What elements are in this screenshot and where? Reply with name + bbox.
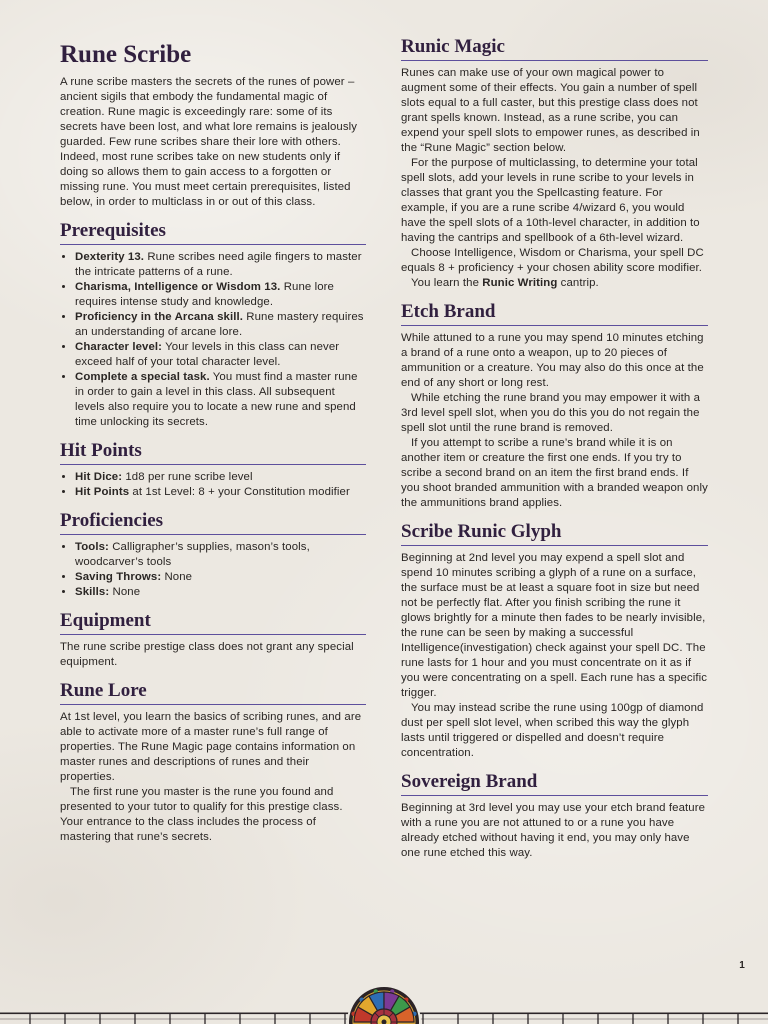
proficiencies-heading: Proficiencies bbox=[60, 510, 366, 535]
item-term: Proficiency in the Arcana skill. bbox=[75, 311, 244, 323]
item-term: Tools: bbox=[75, 541, 109, 553]
prerequisites-list bbox=[60, 250, 366, 430]
hit-points-heading: Hit Points bbox=[60, 440, 366, 465]
rune-lore-heading: Rune Lore bbox=[60, 680, 366, 705]
item-term: Skills: bbox=[75, 586, 110, 598]
item-term: Saving Throws: bbox=[75, 571, 162, 583]
body-paragraph: While attuned to a rune you may spend 10 minutes etching a brand of a rune onto a weapon, up to 20 pieces of ammunition or a creature. You may also do this once at the end of any short or long rest. bbox=[401, 332, 704, 389]
list-item bbox=[75, 570, 366, 585]
section-scribe-runic-glyph bbox=[401, 521, 708, 761]
body-paragraph: The rune scribe prestige class does not grant any special equipment. bbox=[60, 641, 354, 668]
list-item bbox=[75, 250, 366, 280]
section-equipment bbox=[60, 610, 366, 670]
item-text: You must find a master rune in order to gain a level in this class. All subsequent levels also require you to locate a new rune and spend time unlocking its secrets. bbox=[75, 371, 358, 428]
item-term: Charisma, Intelligence or Wisdom 13. bbox=[75, 281, 281, 293]
list-item bbox=[75, 310, 366, 340]
item-term: Character level: bbox=[75, 341, 163, 353]
section-proficiencies bbox=[60, 510, 366, 600]
cantrip-name: Runic Writing bbox=[482, 277, 558, 289]
body-paragraph: At 1st level, you learn the basics of scribing runes, and are able to activate more of a master rune’s full range of properties. The Rune Magic page contains information on master runes and descriptions of runes and their properties. bbox=[60, 711, 362, 783]
cantrip-paragraph bbox=[401, 276, 708, 291]
list-item bbox=[75, 485, 366, 500]
etch-brand-heading: Etch Brand bbox=[401, 301, 708, 326]
body-paragraph: Choose Intelligence, Wisdom or Charisma, your spell DC equals 8 + proficiency + your chosen ability score modifier. bbox=[401, 247, 704, 274]
right-column bbox=[401, 36, 708, 861]
list-item bbox=[75, 470, 366, 485]
body-paragraph: Beginning at 3rd level you may use your etch brand feature with a rune you are not attuned to or a rune you have already etched without having it end, you may only have one rune etched this way. bbox=[401, 802, 706, 859]
item-text: None bbox=[164, 571, 193, 583]
body-paragraph: For the purpose of multiclassing, to determine your total spell slots, add your levels in rune scribe to your levels in classes that grant you the Spellcasting feature. For example, if you are a rune scribe 4/wizard 6, you would have the spell slots of a 10th-level character, in addition to having the cantrips and spellbook of a 6th-level wizard. bbox=[401, 157, 700, 244]
item-term: Dexterity 13. bbox=[75, 251, 145, 263]
item-term: Hit Points bbox=[75, 486, 130, 498]
item-term: Hit Dice: bbox=[75, 471, 123, 483]
footer-border bbox=[0, 980, 768, 1024]
list-item bbox=[75, 340, 366, 370]
item-text: Rune lore requires intense study and knowledge. bbox=[75, 281, 334, 308]
scribe-runic-glyph-heading: Scribe Runic Glyph bbox=[401, 521, 708, 546]
section-prerequisites bbox=[60, 220, 366, 430]
list-item bbox=[75, 540, 366, 570]
list-item bbox=[75, 280, 366, 310]
proficiencies-list bbox=[60, 540, 366, 600]
item-text: None bbox=[112, 586, 141, 598]
body-paragraph: Beginning at 2nd level you may expend a spell slot and spend 10 minutes scribing a glyph of a rune on a surface, the surface must be at least a square foot in size but need not be perfectly flat. After you finish scribing the rune it glows brightly for a minute then fades to be nearly invisible, the rune can be seen by making a successful Intelligence(investigation) check against your spell DC. The rune lasts for 1 hour and you must concentrate on it as if you were concentrating on a spell. Each rune has a specific trigger. bbox=[401, 552, 708, 699]
body-paragraph: Runes can make use of your own magical power to augment some of their effects. You gain a number of spell slots equal to a full caster, but this prestige class does not grant spells known. Instead, as a rune scribe, you can expend your spell slots to empower runes, as described in the “Rune Magic” section below. bbox=[401, 67, 700, 154]
sovereign-brand-heading: Sovereign Brand bbox=[401, 771, 708, 796]
intro-paragraph: A rune scribe masters the secrets of the runes of power – ancient sigils that embody the fundamental magic of creation. Rune magic is exceedingly rare: some of its secrets have been lost, and what lore remains is jealously guarded. Few rune scribes share their lore with others. Indeed, most rune scribes take on new students only if doing so allows them to gain access to a forgotten or missing rune. You must meet certain prerequisites, listed below, in order to multiclass in or out of this class. bbox=[60, 76, 358, 208]
section-sovereign-brand bbox=[401, 771, 708, 861]
item-text: Your levels in this class can never exceed half of your total character level. bbox=[75, 341, 340, 368]
item-text: Calligrapher’s supplies, mason’s tools, woodcarver’s tools bbox=[75, 541, 310, 568]
section-rune-lore bbox=[60, 680, 366, 845]
cantrip-text-after: cantrip. bbox=[560, 277, 599, 289]
item-text: Rune mastery requires an understanding of arcane lore. bbox=[75, 311, 364, 338]
body-paragraph: While etching the rune brand you may empower it with a 3rd level spell slot, when you do this you do not regain the spell slot until the rune brand is removed. bbox=[401, 392, 701, 434]
item-term: Complete a special task. bbox=[75, 371, 210, 383]
prerequisites-heading: Prerequisites bbox=[60, 220, 366, 245]
list-item bbox=[75, 585, 366, 600]
section-hit-points bbox=[60, 440, 366, 500]
body-paragraph: The first rune you master is the rune you found and presented to your tutor to qualify for this prestige class. Your entrance to the class includes the process of mastering that rune’s secrets. bbox=[60, 786, 343, 843]
section-runic-magic bbox=[401, 36, 708, 291]
item-text: Rune scribes need agile fingers to master the intricate patterns of a rune. bbox=[75, 251, 362, 278]
list-item bbox=[75, 370, 366, 430]
class-title: Rune Scribe bbox=[60, 41, 192, 68]
body-paragraph: If you attempt to scribe a rune’s brand while it is on another item or creature the first one ends. If you try to scribe a second brand on an item the first brand ends. If you shoot branded ammunition with a branded weapon only the ammunitions brand applies. bbox=[401, 437, 708, 509]
section-etch-brand bbox=[401, 301, 708, 511]
left-column bbox=[60, 40, 366, 845]
runic-magic-heading: Runic Magic bbox=[401, 36, 708, 61]
page-number: 1 bbox=[739, 960, 745, 971]
item-text: 1d8 per rune scribe level bbox=[125, 471, 253, 483]
hit-points-list bbox=[60, 470, 366, 500]
item-text: at 1st Level: 8 + your Constitution modifier bbox=[132, 486, 350, 498]
stained-glass-rose-window-icon bbox=[347, 985, 421, 1024]
body-paragraph: You may instead scribe the rune using 100gp of diamond dust per spell slot level, when scribed this way the glyph lasts until triggered or dispelled and doesn’t require concentration. bbox=[401, 702, 704, 759]
cantrip-text-before: You learn the bbox=[411, 277, 480, 289]
equipment-heading: Equipment bbox=[60, 610, 366, 635]
